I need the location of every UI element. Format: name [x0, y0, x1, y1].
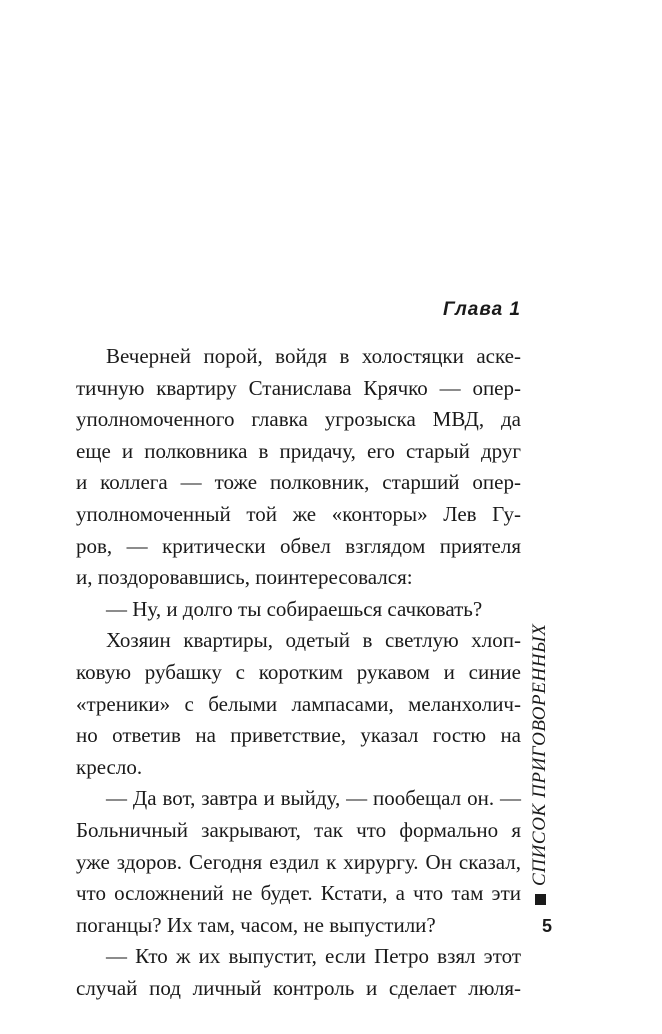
text-line: уполномоченный той же «конторы» Лев Гу- [76, 501, 521, 526]
page-number: 5 [542, 916, 553, 936]
text-line: кресло. [76, 754, 143, 779]
text-line: поганцы? Их там, часом, не выпустили? [76, 912, 436, 937]
text-line: и коллега — тоже полковник, старший опер- [76, 470, 521, 495]
text-line: что осложнений не будет. Кстати, а что там эти [76, 881, 521, 906]
text-line: ров, — критически обвел взглядом приятеля [76, 533, 521, 558]
text-line: Вечерней порой, войдя в холостяцки аске- [106, 344, 521, 368]
text-line: — Кто ж их выпустит, если Петро взял этот [106, 944, 521, 969]
text-line: «треники» с белыми лампасами, меланхолич- [76, 691, 521, 716]
text-line: случай под личный контроль и сделает люля- [76, 975, 521, 1000]
running-title-text: СПИСОК ПРИГОВОРЕННЫХ [529, 623, 550, 886]
text-line: тичную квартиру Станислава Крячко — опер- [76, 375, 521, 400]
chapter-title: Глава 1 [443, 299, 521, 320]
text-line: но ответив на приветствие, указал гостю на [76, 723, 521, 748]
text-line: Хозяин квартиры, одетый в светлую хлоп- [106, 628, 521, 653]
text-line: уже здоров. Сегодня ездил к хирургу. Он сказал, [76, 849, 521, 874]
text-line: — Да вот, завтра и выйду, — пообещал он. — [106, 786, 521, 811]
text-line: еще и полковника в придачу, его старый друг [76, 438, 521, 463]
text-line: Больничный закрывают, так что формально я [76, 817, 521, 842]
text-line: — Ну, и долго ты собираешься сачковать? [106, 596, 483, 621]
body-text [76, 341, 521, 1004]
text-line: и, поздоровавшись, поинтересовался: [76, 565, 413, 590]
text-line: ковую рубашку с коротким рукавом и синие [76, 659, 521, 684]
square-bullet-icon [535, 894, 546, 905]
running-title [528, 623, 558, 905]
text-line: уполномоченного главка угрозыска МВД, да [76, 407, 521, 432]
